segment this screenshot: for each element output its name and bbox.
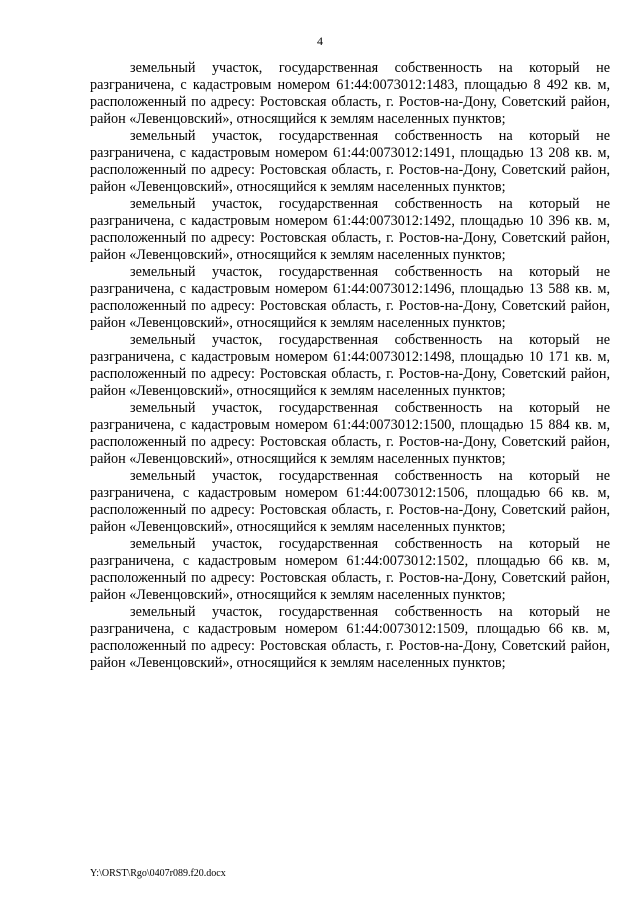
paragraph-6: земельный участок, государственная собственность на который не разграничена, с кадастровым номером 61:44:0073012:1500, площадью 15 884 кв. м, расположенный по адресу: Ростовская область, г. Ростов-на-Дону, Советский район, район «Левенцовский», относящийся к землям населенных пунктов;: [90, 400, 610, 467]
paragraph-7: земельный участок, государственная собственность на который не разграничена, с кадастровым номером 61:44:0073012:1506, площадью 66 кв. м, расположенный по адресу: Ростовская область, г. Ростов-на-Дону, Советский район, район «Левенцовский», относящийся к землям населенных пунктов;: [90, 468, 610, 535]
page-number: 4: [317, 34, 323, 48]
footer-file-path: Y:\ORST\Rgo\0407r089.f20.docx: [90, 868, 226, 879]
paragraph-8: земельный участок, государственная собственность на который не разграничена, с кадастровым номером 61:44:0073012:1502, площадью 66 кв. м, расположенный по адресу: Ростовская область, г. Ростов-на-Дону, Советский район, район «Левенцовский», относящийся к землям населенных пунктов;: [90, 536, 610, 603]
paragraph-4: земельный участок, государственная собственность на который не разграничена, с кадастровым номером 61:44:0073012:1496, площадью 13 588 кв. м, расположенный по адресу: Ростовская область, г. Ростов-на-Дону, Советский район, район «Левенцовский», относящийся к землям населенных пунктов;: [90, 264, 610, 331]
paragraph-9: земельный участок, государственная собственность на который не разграничена, с кадастровым номером 61:44:0073012:1509, площадью 66 кв. м, расположенный по адресу: Ростовская область, г. Ростов-на-Дону, Советский район, район «Левенцовский», относящийся к землям населенных пунктов;: [90, 604, 610, 671]
document-body: [90, 60, 610, 672]
paragraph-5: земельный участок, государственная собственность на который не разграничена, с кадастровым номером 61:44:0073012:1498, площадью 10 171 кв. м, расположенный по адресу: Ростовская область, г. Ростов-на-Дону, Советский район, район «Левенцовский», относящийся к землям населенных пунктов;: [90, 332, 610, 399]
paragraph-3: земельный участок, государственная собственность на который не разграничена, с кадастровым номером 61:44:0073012:1492, площадью 10 396 кв. м, расположенный по адресу: Ростовская область, г. Ростов-на-Дону, Советский район, район «Левенцовский», относящийся к землям населенных пунктов;: [90, 196, 610, 263]
paragraph-2: земельный участок, государственная собственность на который не разграничена, с кадастровым номером 61:44:0073012:1491, площадью 13 208 кв. м, расположенный по адресу: Ростовская область, г. Ростов-на-Дону, Советский район, район «Левенцовский», относящийся к землям населенных пунктов;: [90, 128, 610, 195]
paragraph-1: земельный участок, государственная собственность на который не разграничена, с кадастровым номером 61:44:0073012:1483, площадью 8 492 кв. м, расположенный по адресу: Ростовская область, г. Ростов-на-Дону, Советский район, район «Левенцовский», относящийся к землям населенных пунктов;: [90, 60, 610, 127]
